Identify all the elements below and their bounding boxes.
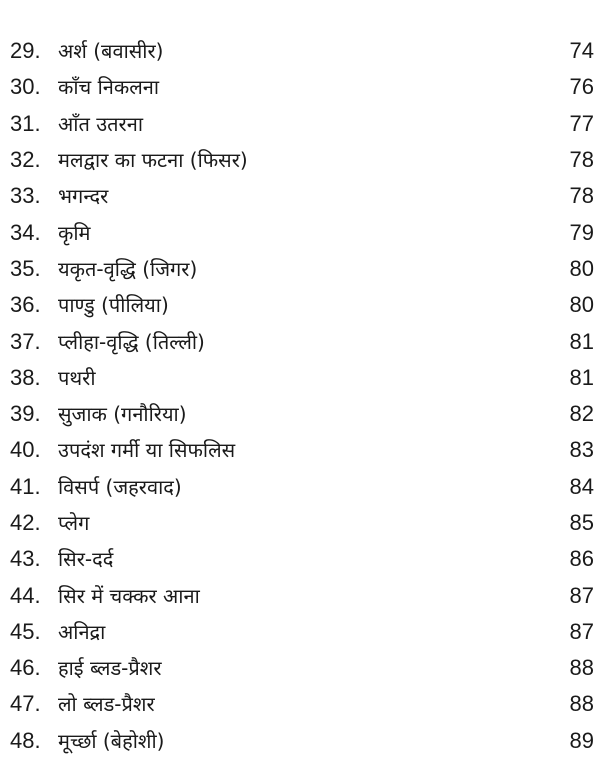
entry-title: हाई ब्लड-प्रैशर (58, 656, 162, 681)
toc-entry (10, 287, 596, 323)
entry-page: 88 (569, 691, 594, 717)
entry-number: 39. (10, 401, 41, 427)
entry-page: 88 (569, 655, 594, 681)
entry-title: अर्श (बवासीर) (58, 39, 164, 64)
entry-page: 79 (569, 219, 594, 245)
table-of-contents (10, 33, 596, 759)
entry-page: 87 (569, 618, 594, 644)
entry-title: मूर्च्छा (बेहोशी) (58, 728, 165, 753)
entry-title: यकृत-वृद्धि (जिगर) (58, 256, 198, 281)
entry-page: 76 (569, 74, 594, 100)
entry-number: 40. (10, 437, 41, 463)
entry-number: 32. (10, 147, 41, 173)
entry-page: 81 (569, 364, 594, 390)
entry-page: 82 (569, 401, 594, 427)
entry-number: 44. (10, 582, 41, 608)
toc-entry (10, 251, 596, 287)
entry-number: 36. (10, 292, 41, 318)
entry-page: 78 (569, 183, 594, 209)
toc-entry (10, 432, 596, 468)
entry-page: 78 (569, 147, 594, 173)
entry-number: 31. (10, 110, 41, 136)
entry-title: अनिद्रा (58, 619, 106, 644)
entry-title: प्लीहा-वृद्धि (तिल्ली) (58, 329, 205, 354)
entry-title: विसर्प (जहरवाद) (58, 474, 182, 499)
entry-title: उपदंश गर्मी या सिफलिस (58, 438, 236, 463)
entry-title: सुजाक (गनौरिया) (58, 402, 187, 427)
toc-entry (10, 214, 596, 250)
toc-entry (10, 577, 596, 613)
entry-title: मलद्वार का फटना (फिसर) (58, 148, 248, 173)
toc-entry (10, 686, 596, 722)
toc-entry (10, 614, 596, 650)
toc-entry (10, 178, 596, 214)
toc-entry (10, 69, 596, 105)
entry-title: कृमि (58, 220, 91, 245)
entry-number: 33. (10, 183, 41, 209)
toc-entry (10, 650, 596, 686)
toc-entry (10, 541, 596, 577)
entry-page: 83 (569, 437, 594, 463)
entry-number: 45. (10, 618, 41, 644)
entry-page: 81 (569, 328, 594, 354)
entry-number: 35. (10, 255, 41, 281)
toc-entry (10, 106, 596, 142)
entry-number: 37. (10, 328, 41, 354)
entry-page: 87 (569, 582, 594, 608)
entry-title: सिर में चक्कर आना (58, 583, 200, 608)
entry-page: 89 (569, 727, 594, 753)
entry-title: प्लेग (58, 511, 90, 535)
entry-title: भगन्दर (58, 184, 109, 209)
entry-number: 38. (10, 364, 41, 390)
entry-number: 48. (10, 727, 41, 753)
entry-title: पाण्डु (पीलिया) (58, 293, 169, 318)
entry-number: 47. (10, 691, 41, 717)
entry-number: 43. (10, 546, 41, 572)
entry-number: 34. (10, 219, 41, 245)
entry-number: 41. (10, 473, 41, 499)
toc-entry (10, 396, 596, 432)
toc-entry (10, 142, 596, 178)
entry-title: काँच निकलना (58, 75, 160, 100)
entry-page: 80 (569, 292, 594, 318)
entry-page: 84 (569, 473, 594, 499)
entry-title: आँत उतरना (58, 111, 144, 136)
entry-page: 77 (569, 110, 594, 136)
toc-entry (10, 723, 596, 759)
toc-entry (10, 505, 596, 541)
toc-entry (10, 323, 596, 359)
toc-entry (10, 469, 596, 505)
entry-page: 80 (569, 255, 594, 281)
entry-number: 42. (10, 510, 41, 535)
entry-title: सिर-दर्द (58, 547, 114, 572)
entry-number: 29. (10, 38, 41, 64)
entry-page: 74 (569, 38, 594, 64)
entry-page: 85 (569, 510, 594, 535)
toc-entry (10, 33, 596, 69)
entry-page: 86 (569, 546, 594, 572)
entry-title: पथरी (58, 365, 96, 390)
toc-entry (10, 360, 596, 396)
entry-number: 30. (10, 74, 41, 100)
entry-number: 46. (10, 655, 41, 681)
entry-title: लो ब्लड-प्रैशर (58, 692, 155, 717)
